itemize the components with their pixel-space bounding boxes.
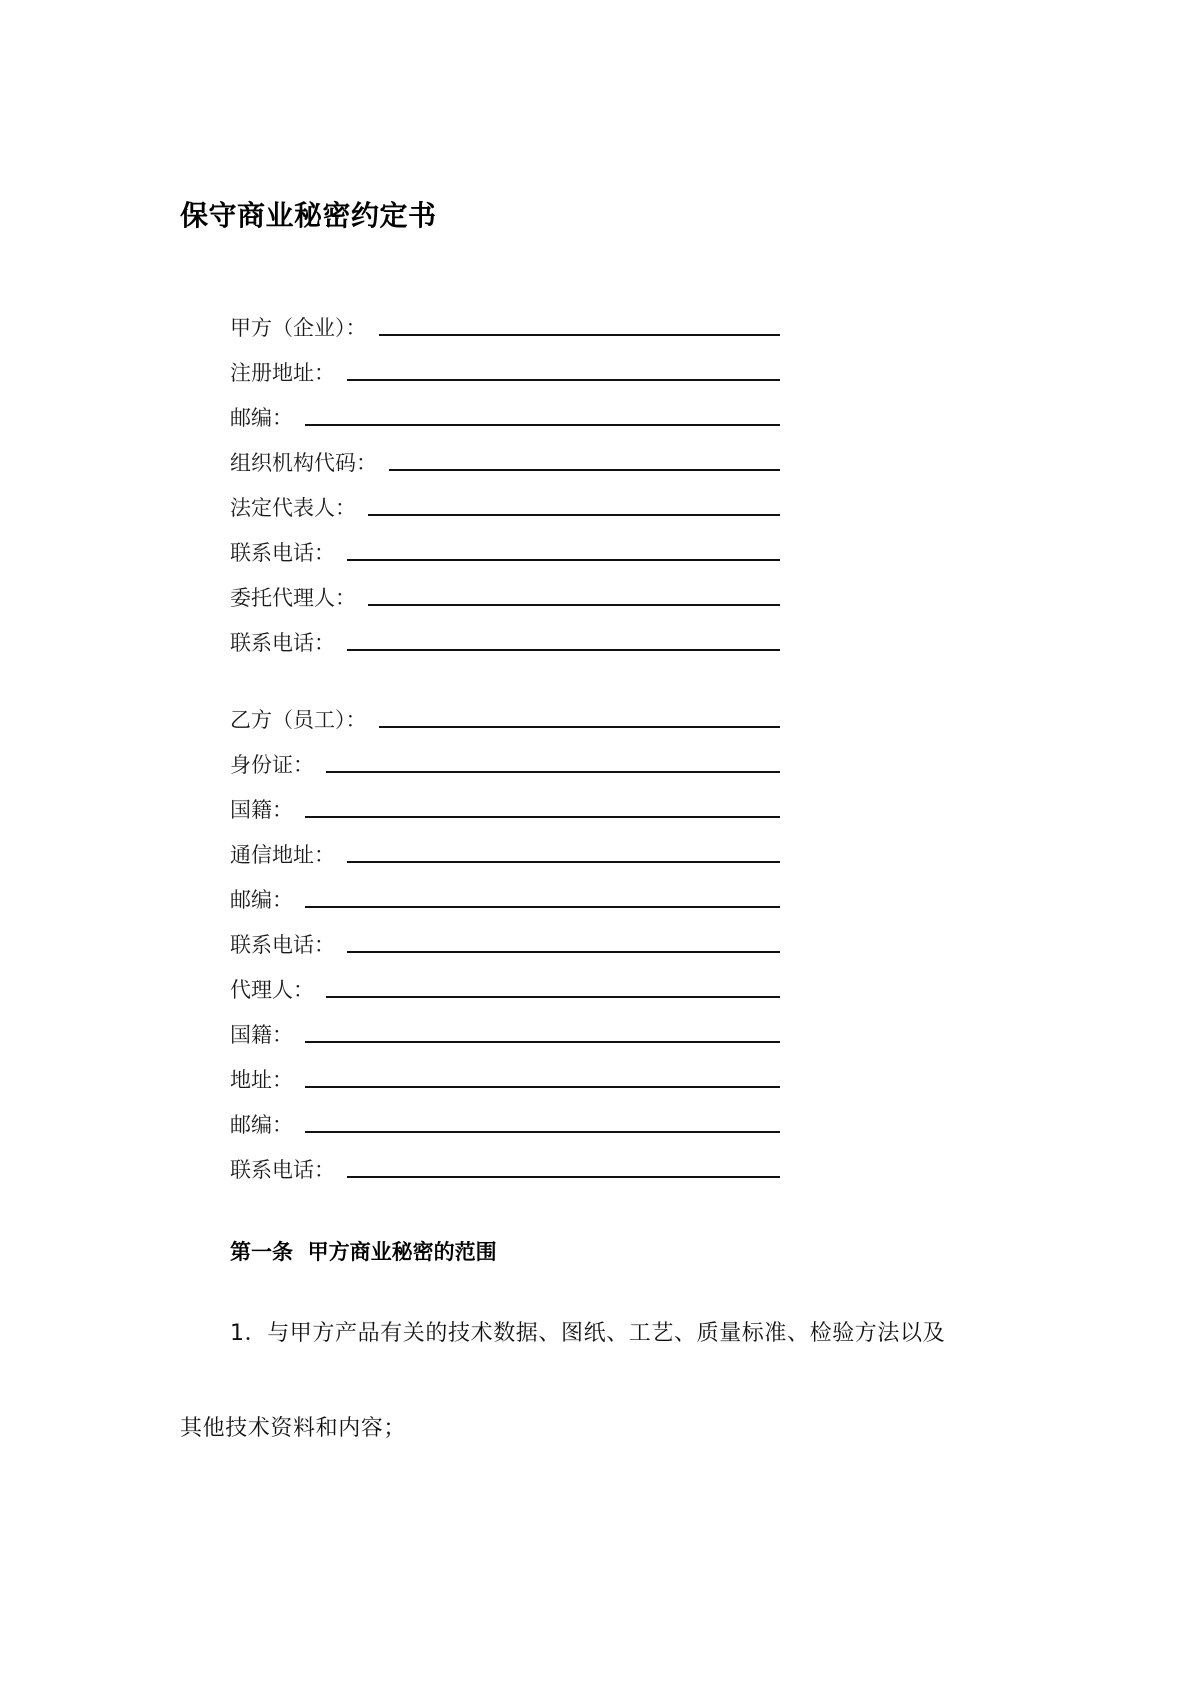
party-a-postcode-row bbox=[230, 390, 780, 435]
field-label: 联系电话： bbox=[230, 631, 335, 655]
field-label: 组织机构代码： bbox=[230, 451, 377, 475]
field-label: 国籍： bbox=[230, 1023, 293, 1047]
party-a-registered-address-row bbox=[230, 345, 780, 390]
document-title: 保守商业秘密约定书 bbox=[180, 199, 437, 232]
party-b-agent-phone-blank[interactable] bbox=[347, 1176, 780, 1178]
party-a-name-row bbox=[230, 300, 780, 345]
party-b-nationality-row bbox=[230, 782, 780, 827]
party-b-section bbox=[230, 692, 780, 1187]
field-label: 联系电话： bbox=[230, 933, 335, 957]
article-1-heading: 第一条 甲方商业秘密的范围 bbox=[230, 1240, 497, 1264]
party-a-legal-rep-blank[interactable] bbox=[368, 514, 780, 516]
party-b-agent-address-blank[interactable] bbox=[305, 1086, 780, 1088]
party-a-phone-blank[interactable] bbox=[347, 559, 780, 561]
party-b-agent-postcode-blank[interactable] bbox=[305, 1131, 780, 1133]
party-a-section bbox=[230, 300, 780, 660]
party-a-legal-rep-row bbox=[230, 480, 780, 525]
party-b-name-row bbox=[230, 692, 780, 737]
party-a-agent-phone-blank[interactable] bbox=[347, 649, 780, 651]
field-label: 注册地址： bbox=[230, 361, 335, 385]
article-1-paragraph-line-1: 1．与甲方产品有关的技术数据、图纸、工艺、质量标准、检验方法以及 bbox=[230, 1321, 946, 1346]
field-label: 委托代理人： bbox=[230, 586, 356, 610]
party-a-agent-blank[interactable] bbox=[368, 604, 780, 606]
party-b-agent-row bbox=[230, 962, 780, 1007]
party-b-id-blank[interactable] bbox=[326, 771, 780, 773]
party-b-agent-nationality-blank[interactable] bbox=[305, 1041, 780, 1043]
field-label: 邮编： bbox=[230, 1113, 293, 1137]
field-label: 国籍： bbox=[230, 798, 293, 822]
party-b-phone-blank[interactable] bbox=[347, 951, 780, 953]
field-label: 法定代表人： bbox=[230, 496, 356, 520]
party-b-agent-blank[interactable] bbox=[326, 996, 780, 998]
article-1-paragraph-line-2: 其他技术资料和内容； bbox=[180, 1416, 407, 1441]
party-b-postcode-blank[interactable] bbox=[305, 906, 780, 908]
field-label: 邮编： bbox=[230, 406, 293, 430]
party-a-agent-row bbox=[230, 570, 780, 615]
party-a-name-blank[interactable] bbox=[379, 334, 781, 336]
field-label: 甲方（企业）： bbox=[230, 316, 367, 340]
party-b-agent-address-row bbox=[230, 1052, 780, 1097]
field-label: 乙方（员工）： bbox=[230, 708, 367, 732]
party-a-registered-address-blank[interactable] bbox=[347, 379, 780, 381]
field-label: 邮编： bbox=[230, 888, 293, 912]
party-b-agent-phone-row bbox=[230, 1142, 780, 1187]
party-b-agent-postcode-row bbox=[230, 1097, 780, 1142]
party-b-name-blank[interactable] bbox=[379, 726, 781, 728]
party-b-postcode-row bbox=[230, 872, 780, 917]
party-a-org-code-blank[interactable] bbox=[389, 469, 780, 471]
party-b-nationality-blank[interactable] bbox=[305, 816, 780, 818]
field-label: 联系电话： bbox=[230, 1158, 335, 1182]
party-a-agent-phone-row bbox=[230, 615, 780, 660]
field-label: 联系电话： bbox=[230, 541, 335, 565]
party-b-agent-nationality-row bbox=[230, 1007, 780, 1052]
party-b-mailing-address-row bbox=[230, 827, 780, 872]
field-label: 代理人： bbox=[230, 978, 314, 1002]
party-a-phone-row bbox=[230, 525, 780, 570]
party-a-postcode-blank[interactable] bbox=[305, 424, 780, 426]
field-label: 地址： bbox=[230, 1068, 293, 1092]
party-b-id-row bbox=[230, 737, 780, 782]
party-a-org-code-row bbox=[230, 435, 780, 480]
party-b-phone-row bbox=[230, 917, 780, 962]
party-b-mailing-address-blank[interactable] bbox=[347, 861, 780, 863]
field-label: 身份证： bbox=[230, 753, 314, 777]
field-label: 通信地址： bbox=[230, 843, 335, 867]
